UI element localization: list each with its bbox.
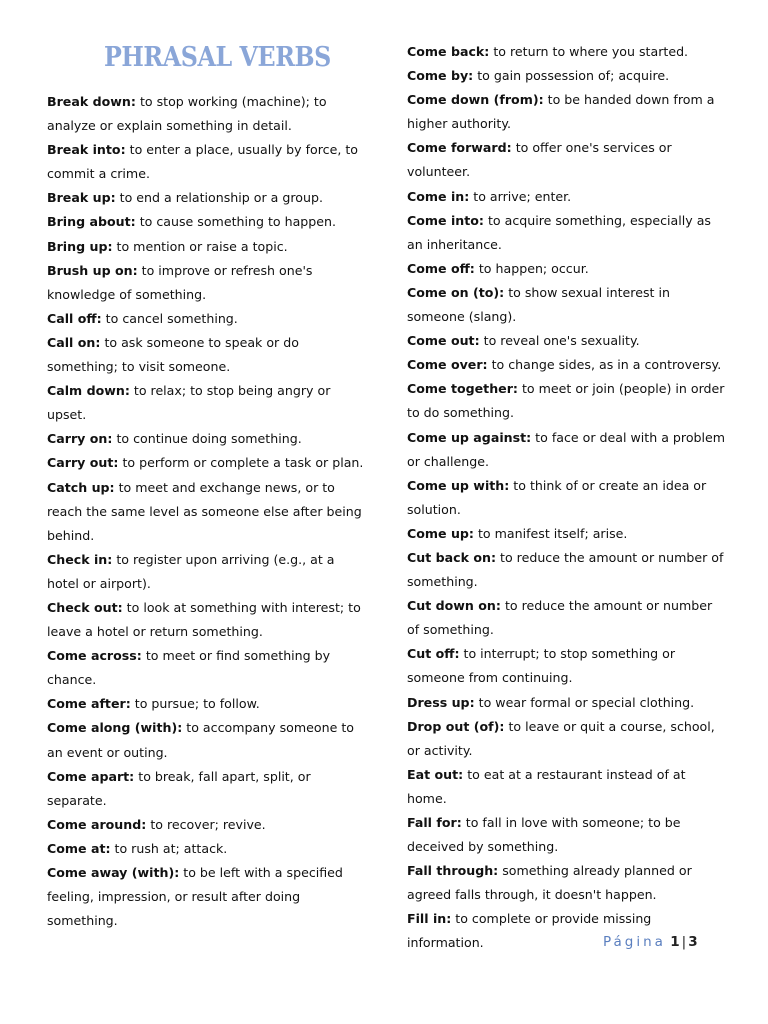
glossary-entry: [47, 186, 367, 210]
entry-term: Come back:: [407, 44, 490, 59]
entry-term: Fall through:: [407, 863, 499, 879]
glossary-entry: [47, 765, 367, 813]
page-title: PHRASAL VERBS: [104, 42, 331, 73]
entry-term: Break into:: [47, 142, 126, 158]
entry-term: Come in:: [407, 188, 470, 204]
entry-definition: to return to where you started.: [493, 44, 689, 59]
entry-definition: to change sides, as in a controversy.: [491, 357, 722, 373]
glossary-entry: [407, 209, 727, 257]
entry-definition: to wear formal or special clothing.: [478, 694, 695, 710]
glossary-entry: [47, 451, 367, 475]
entry-definition: to offer one's services or volunteer.: [407, 140, 672, 180]
entry-term: Cut down on:: [407, 598, 501, 614]
glossary-entry: [47, 379, 367, 427]
glossary-entry: [407, 522, 727, 546]
entry-definition: to think of or create an idea or solution.: [407, 477, 707, 517]
entry-term: Bring about:: [47, 214, 136, 230]
entry-term: Come up against:: [407, 429, 532, 445]
glossary-entry: [407, 474, 727, 522]
entry-definition: to manifest itself; arise.: [477, 525, 628, 541]
glossary-entry: [407, 377, 727, 425]
entry-term: Call on:: [47, 334, 101, 350]
entry-term: Break up:: [47, 190, 116, 206]
page-total: 3: [688, 934, 698, 950]
entry-definition: to eat at a restaurant instead of at home.: [407, 766, 686, 806]
glossary-entry: [47, 259, 367, 307]
glossary-entry: [47, 138, 367, 186]
page-number: 1: [670, 934, 680, 950]
glossary-entry: [407, 64, 727, 88]
glossary-entry: [407, 763, 727, 811]
entry-definition: to cause something to happen.: [139, 214, 337, 230]
glossary-entry: [407, 811, 727, 859]
glossary-entry: [47, 813, 367, 837]
entry-term: Come off:: [407, 260, 475, 276]
entry-term: Come out:: [407, 333, 480, 349]
entry-term: Come into:: [407, 212, 484, 228]
entry-definition: to break, fall apart, split, or separate.: [47, 768, 311, 808]
entry-term: Fall for:: [407, 815, 462, 830]
glossary-entry: [407, 594, 727, 642]
entry-term: Check in:: [47, 551, 113, 567]
entry-term: Cut off:: [407, 646, 460, 662]
glossary-entry: [407, 859, 727, 907]
entry-definition: something already planned or agreed falls through, it doesn't happen.: [407, 863, 692, 903]
right-column: [407, 40, 727, 956]
entry-definition: to meet and exchange news, or to reach the same level as someone else after being behind.: [47, 479, 362, 543]
entry-term: Fill in:: [407, 911, 452, 927]
entry-definition: to meet or join (people) in order to do something.: [407, 381, 725, 421]
glossary-entry: [407, 426, 727, 474]
glossary-entry: [407, 88, 727, 136]
entry-term: Call off:: [47, 310, 102, 326]
glossary-entry: [47, 837, 367, 861]
entry-definition: to pursue; to follow.: [134, 696, 260, 712]
entry-term: Come away (with):: [47, 865, 180, 880]
glossary-entry: [407, 40, 727, 64]
entry-definition: to show sexual interest in someone (slang).: [407, 284, 670, 325]
entry-term: Come apart:: [47, 768, 135, 784]
entry-term: Dress up:: [407, 694, 475, 710]
entry-term: Come around:: [47, 816, 147, 832]
entry-term: Come at:: [47, 840, 111, 856]
glossary-entry: [47, 331, 367, 379]
entry-definition: to reveal one's sexuality.: [483, 333, 640, 349]
entry-definition: to complete or provide missing information.: [407, 911, 652, 951]
entry-term: Carry out:: [47, 455, 119, 471]
entry-definition: to leave or quit a course, school, or activity.: [407, 718, 715, 758]
glossary-entry: [47, 596, 367, 644]
entry-definition: to accompany someone to an event or outing.: [47, 720, 354, 760]
glossary-entry: [407, 257, 727, 281]
entry-definition: to happen; occur.: [478, 260, 589, 276]
glossary-entry: [47, 235, 367, 259]
entry-definition: to meet or find something by chance.: [47, 648, 331, 688]
glossary-entry: [47, 716, 367, 764]
entry-term: Come after:: [47, 696, 131, 712]
glossary-entry: [47, 476, 367, 548]
glossary-entry: [407, 642, 727, 690]
entry-term: Eat out:: [407, 766, 464, 782]
entry-term: Come along (with):: [47, 720, 183, 736]
entry-definition: to continue doing something.: [116, 431, 302, 447]
entry-definition: to be handed down from a higher authority.: [407, 92, 715, 132]
glossary-entry: [407, 136, 727, 184]
glossary-entry: [47, 548, 367, 596]
glossary-entry: [407, 329, 727, 353]
page-separator: |: [681, 934, 687, 950]
glossary-entry: [47, 307, 367, 331]
glossary-entry: [47, 427, 367, 451]
entry-term: Brush up on:: [47, 262, 138, 278]
entry-definition: to look at something with interest; to leave a hotel or return something.: [47, 599, 361, 640]
entry-term: Calm down:: [47, 383, 130, 399]
glossary-entry: [47, 210, 367, 234]
entry-term: Come over:: [407, 357, 488, 373]
entry-definition: to interrupt; to stop something or someone from continuing.: [407, 646, 676, 686]
entry-term: Come up:: [407, 525, 474, 541]
glossary-entry: [407, 691, 727, 715]
entry-term: Come together:: [407, 381, 518, 397]
entry-definition: to fall in love with someone; to be deceived by something.: [407, 815, 681, 855]
page-label: Página: [603, 934, 666, 950]
left-column: [47, 90, 367, 933]
entry-definition: to rush at; attack.: [114, 840, 228, 856]
glossary-entry: [407, 281, 727, 329]
entry-definition: to face or deal with a problem or challenge.: [407, 429, 726, 469]
entry-definition: to arrive; enter.: [473, 188, 572, 204]
glossary-entry: [47, 644, 367, 692]
entry-term: Catch up:: [47, 479, 115, 495]
glossary-entry: [47, 90, 367, 138]
entry-definition: to ask someone to speak or do something; to visit someone.: [47, 334, 299, 375]
entry-term: Come on (to):: [407, 284, 505, 300]
glossary-entry: [47, 692, 367, 716]
entry-definition: to reduce the amount or number of something.: [407, 549, 724, 590]
entry-definition: to relax; to stop being angry or upset.: [47, 383, 331, 423]
glossary-entry: [407, 353, 727, 377]
entry-term: Drop out (of):: [407, 718, 505, 734]
entry-definition: to gain possession of; acquire.: [477, 68, 670, 84]
glossary-entry: [407, 546, 727, 594]
entry-definition: to improve or refresh one's knowledge of something.: [47, 262, 313, 302]
entry-definition: to acquire something, especially as an inheritance.: [407, 212, 711, 252]
entry-term: Check out:: [47, 599, 123, 615]
entry-definition: to be left with a specified feeling, impression, or result after doing something.: [47, 865, 343, 929]
entry-definition: to recover; revive.: [150, 816, 266, 832]
entry-definition: to end a relationship or a group.: [119, 190, 323, 206]
page-footer: [603, 934, 698, 950]
glossary-entry: [47, 861, 367, 933]
glossary-entry: [407, 185, 727, 209]
entry-term: Cut back on:: [407, 549, 497, 565]
entry-definition: to cancel something.: [105, 310, 238, 326]
glossary-entry: [407, 715, 727, 763]
entry-term: Come across:: [47, 648, 142, 664]
entry-term: Break down:: [47, 94, 136, 109]
entry-term: Come by:: [407, 68, 474, 84]
entry-definition: to enter a place, usually by force, to commit a crime.: [47, 142, 358, 182]
entry-term: Come forward:: [407, 140, 512, 156]
entry-definition: to mention or raise a topic.: [116, 238, 288, 254]
entry-definition: to perform or complete a task or plan.: [122, 455, 364, 471]
entry-term: Come down (from):: [407, 92, 544, 108]
entry-definition: to register upon arriving (e.g., at a hotel or airport).: [47, 551, 335, 591]
entry-definition: to reduce the amount or number of something.: [407, 598, 713, 638]
entry-term: Carry on:: [47, 431, 113, 447]
entry-term: Bring up:: [47, 238, 113, 254]
entry-definition: to stop working (machine); to analyze or explain something in detail.: [47, 94, 327, 134]
entry-term: Come up with:: [407, 477, 510, 493]
